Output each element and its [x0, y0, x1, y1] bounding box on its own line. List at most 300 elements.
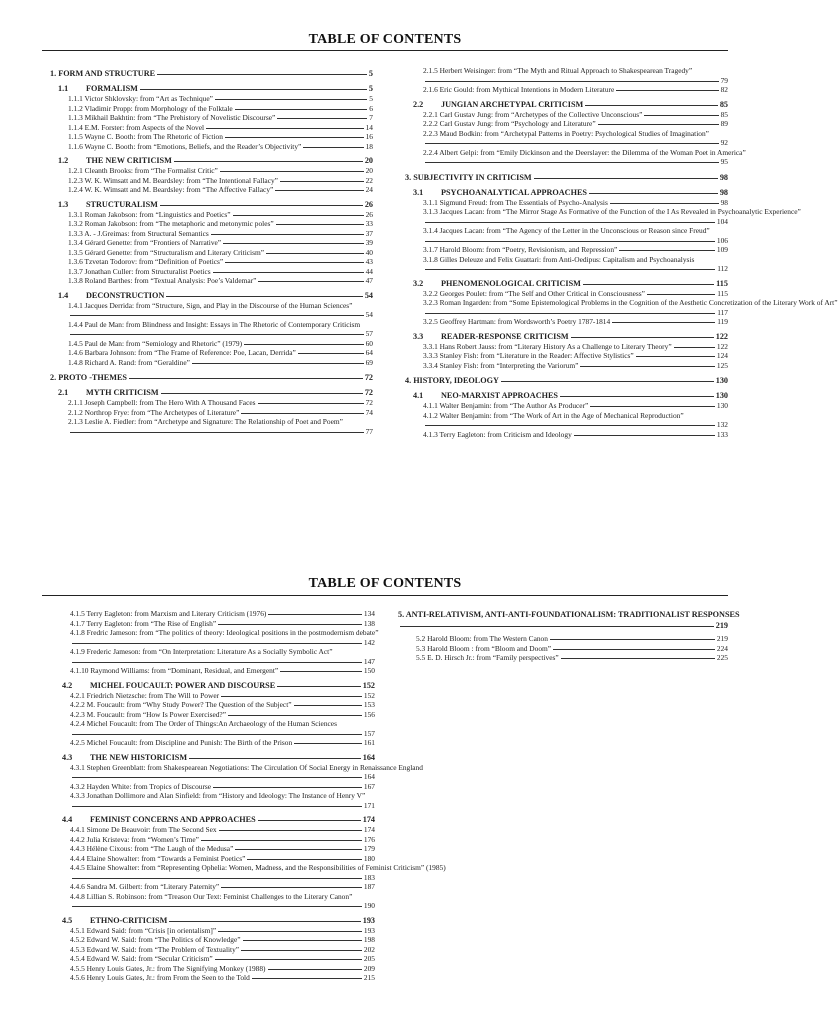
- leader-line: [247, 859, 362, 860]
- toc-entry: [50, 320, 373, 339]
- toc-page-number: 20: [365, 166, 373, 175]
- toc-page-number: 92: [720, 138, 728, 147]
- toc-page-number: 64: [365, 348, 373, 357]
- toc-section-heading: [50, 199, 373, 210]
- toc-entry-title: 4.3.2 Hayden White: from Tropics of Discourse: [70, 781, 212, 791]
- toc-page-number: 117: [717, 307, 728, 317]
- toc-entry-title: MICHEL FOUCAULT: POWER AND DISCOURSE: [90, 680, 276, 690]
- toc-entry-title: 1.4.6 Barbara Johnson: from “The Frame of Reference: Poe, Lacan, Derrida”: [68, 348, 296, 357]
- toc-entry-title: 4.2.2 M. Foucault: from “Why Study Power? The Question of the Subject”: [70, 700, 292, 709]
- toc-page-number: 5: [368, 84, 373, 93]
- toc-page-number: 180: [363, 853, 375, 863]
- toc-section-number: 3.3: [413, 331, 424, 341]
- toc-section-heading: [62, 680, 375, 691]
- toc-page-number: 209: [363, 963, 375, 973]
- toc-entry-title: STRUCTURALISM: [86, 199, 158, 209]
- page-title: TABLE OF CONTENTS: [308, 32, 462, 47]
- leader-line: [590, 406, 715, 407]
- toc-entry-title: 1.2.1 Cleanth Brooks: from “The Formalist Critic”: [68, 166, 218, 175]
- toc-section-number: 4.2: [62, 680, 73, 690]
- toc-entry-title: 2.1.6 Eric Gould: from Mythical Intentions in Modern Literature: [423, 85, 615, 94]
- leader-line: [574, 435, 715, 436]
- toc-entry-title: 1.3.1 Roman Jakobson: from “Linguistics and Poetics”: [68, 209, 231, 219]
- leader-line: [280, 671, 362, 672]
- toc-section-number: 1.1: [58, 84, 69, 93]
- leader-line: [189, 758, 361, 759]
- toc-entry: [50, 238, 373, 248]
- toc-entry-title: 3.1.3 Jacques Lacan: from “The Mirror Stage As Formative of the Function of the I As Revealed in Psychoanalytic Experience”: [423, 207, 801, 216]
- toc-page-number: 33: [365, 219, 373, 228]
- toc-entry-title: 3.3.4 Stanley Fish: from “Interpreting the Variorum”: [423, 360, 579, 370]
- leader-line: [72, 662, 362, 663]
- toc-entry-title: 4.4.4 Elaine Showalter: from “Towards a Feminist Poetics”: [70, 853, 246, 863]
- toc-page-number: 122: [715, 331, 728, 341]
- toc-entry-title: 4.1.10 Raymond Williams: from “Dominant, Residual, and Emergent”: [70, 666, 279, 675]
- toc-entry: [62, 935, 375, 945]
- leader-line: [72, 643, 362, 644]
- toc-page-number: 20: [364, 156, 373, 165]
- toc-page-number: 54: [365, 310, 373, 319]
- leader-line: [223, 243, 364, 244]
- toc-entry: [405, 226, 728, 245]
- toc-entry-title: 4.1.8 Fredric Jameson: from “The politics of theory: Ideological positions in the postmodernism debate”: [70, 628, 379, 637]
- toc-page-number: 98: [719, 187, 728, 197]
- toc-entry-title: 2.2.4 Albert Gelpi: from “Emily Dickinson and the Deerslayer: the Dilemma of the Woman Poet in America”: [423, 147, 746, 157]
- leader-line: [277, 118, 367, 119]
- toc-entry-title: 4.1.5 Terry Eagleton: from Marxism and Literary Criticism (1976): [70, 609, 267, 618]
- leader-line: [258, 281, 363, 282]
- toc-section-number: 3.2: [413, 278, 424, 288]
- toc-entry-title: 1.1.4 E.M. Forster: from Aspects of the Novel: [68, 122, 205, 132]
- toc-entry-title: 1.1.2 Vladimir Propp: from Morphology of the Folktale: [68, 103, 233, 113]
- toc-entry-title: 4.4.1 Simone De Beauvoir: from The Second Sex: [70, 825, 217, 834]
- leader-line: [206, 128, 364, 129]
- leader-line: [561, 658, 715, 659]
- title-rule: [42, 595, 728, 596]
- toc-entry-title: MYTH CRITICISM: [86, 388, 159, 397]
- toc-entry-title: 4.5.3 Edward W. Said: from “The Problem of Textuality”: [70, 944, 240, 954]
- toc-entry: [50, 185, 373, 195]
- leader-line: [235, 109, 368, 110]
- toc-entry: [62, 945, 375, 955]
- toc-entry: [405, 245, 728, 255]
- toc-section-number: 2.2: [413, 99, 424, 109]
- toc-entry-title: 4.2.3 M. Foucault: from “How Is Power Exercised?”: [70, 709, 226, 719]
- toc-page-number: 24: [365, 185, 373, 194]
- toc-entry-title: 2.2.3 Maud Bodkin: from “Archetypal Patterns in Poetry: Psychological Studies of Imagination”: [423, 128, 709, 138]
- toc-entry-title: 4.2.4 Michel Foucault: from The Order of Things:An Archaeology of the Human Sciences: [70, 719, 337, 728]
- toc-page-number: 95: [720, 157, 728, 166]
- leader-line: [258, 403, 364, 404]
- toc-page-number: 14: [365, 122, 373, 132]
- toc-page-number: 37: [365, 228, 373, 238]
- toc-entry-title: 1.4.5 Paul de Man: from “Semiology and Rhetoric” (1979): [68, 338, 243, 348]
- toc-entry-title: 4.1.1 Walter Benjamin: from “The Author As Producer”: [423, 401, 589, 410]
- toc-entry-title: 2. PROTO -THEMES: [50, 373, 127, 382]
- toc-entry: [405, 85, 728, 95]
- toc-entry: [405, 147, 746, 167]
- leader-line: [425, 313, 715, 314]
- leader-line: [160, 205, 363, 206]
- leader-line: [616, 90, 718, 91]
- toc-entry-title: 4.5.2 Edward W. Said: from “The Politics of Knowledge”: [70, 935, 241, 944]
- toc-page-number: 224: [716, 643, 728, 653]
- leader-line: [201, 840, 362, 841]
- toc-entry-title: 3.2.3 Roman Ingarden: from “Some Epistemological Problems in the Cognition of the Aesthetic Concretization of the Literary Work of Art”: [423, 298, 838, 307]
- toc-page-number: 5: [368, 69, 373, 78]
- toc-entry: [50, 417, 373, 436]
- toc-page-number: 98: [719, 172, 728, 182]
- leader-line: [276, 224, 364, 225]
- toc-page-number: 69: [365, 357, 373, 367]
- toc-entry-title: 1. FORM AND STRUCTURE: [50, 69, 156, 78]
- leader-line: [294, 743, 362, 744]
- toc-entry: [50, 166, 373, 176]
- leader-line: [400, 626, 714, 627]
- toc-page-number: 72: [364, 388, 373, 397]
- toc-entry: [405, 207, 801, 226]
- toc-page-number: 174: [362, 815, 375, 824]
- leader-line: [550, 639, 715, 640]
- toc-entry-title: 3.1.4 Jacques Lacan: from “The Agency of the Letter in the Unconscious or Reason since Freud”: [423, 226, 710, 235]
- leader-line: [235, 849, 362, 850]
- toc-entry: [62, 863, 446, 882]
- toc-entry: [62, 762, 423, 782]
- toc-entry-title: 1.3.3 A. - J.Greimas: from Structural Semantics: [68, 228, 209, 238]
- leader-line: [425, 143, 719, 144]
- toc-page-number: 157: [363, 728, 375, 738]
- toc-section-number: 1.3: [58, 199, 69, 209]
- toc-page-number: 44: [365, 266, 373, 276]
- toc-entry: [62, 691, 375, 701]
- toc-page-number: 119: [717, 317, 728, 326]
- toc-entry-title: 4.5.4 Edward W. Said: from “Secular Criticism”: [70, 954, 213, 963]
- toc-section-heading: [62, 915, 375, 926]
- toc-entry-title: THE NEW HISTORICISM: [90, 752, 188, 762]
- toc-entry: [398, 634, 728, 644]
- leader-line: [619, 250, 715, 251]
- toc-page-number: 142: [363, 637, 375, 647]
- toc-entry-title: 1.3.4 Gérard Genette: from “Frontiers of Narrative”: [68, 238, 222, 247]
- toc-entry: [62, 647, 375, 666]
- leader-line: [280, 181, 364, 182]
- leader-line: [258, 820, 361, 821]
- toc-entry: [50, 229, 373, 239]
- toc-page-number: 43: [365, 257, 373, 266]
- leader-line: [72, 777, 362, 778]
- toc-entry-title: 2.1.1 Joseph Campbell: from The Hero With A Thousand Faces: [68, 398, 256, 407]
- leader-line: [560, 396, 714, 397]
- toc-entry: [62, 738, 375, 748]
- toc-entry-title: 1.1.5 Wayne C. Booth: from The Rhetoric of Fiction: [68, 132, 223, 141]
- toc-entry: [405, 119, 728, 129]
- toc-entry: [405, 342, 728, 352]
- toc-page-number: 193: [362, 915, 375, 925]
- toc-section-heading: [405, 278, 728, 289]
- leader-line: [241, 950, 362, 951]
- leader-line: [192, 363, 364, 364]
- toc-page-number: 193: [363, 925, 375, 935]
- leader-line: [70, 315, 364, 316]
- toc-entry-title: 1.4.1 Jacques Derrida: from “Structure, Sign, and Play in the Discourse of the Human Sciences”: [68, 300, 353, 310]
- toc-page-number: 167: [363, 781, 375, 791]
- leader-line: [225, 137, 364, 138]
- leader-line: [425, 241, 715, 242]
- toc-entry-title: 4.3.3 Jonathan Dollimore and Alan Sinfield: from “History and Ideology: The Instance of Henry V”: [70, 791, 366, 800]
- toc-page-number: 174: [363, 825, 375, 834]
- toc-entry: [405, 430, 728, 440]
- toc-entry-title: 2.2.1 Carl Gustav Jung: from “Archetypes of the Collective Unconscious”: [423, 109, 643, 119]
- toc-entry-title: 3.3.3 Stanley Fish: from “Literature in the Reader: Affective Stylistics”: [423, 351, 634, 360]
- toc-page-number: 115: [716, 278, 728, 288]
- leader-line: [425, 162, 719, 163]
- toc-page-number: 79: [720, 75, 728, 85]
- toc-entry-title: JUNGIAN ARCHETYPAL CRITICISM: [441, 99, 584, 109]
- leader-line: [585, 105, 718, 106]
- leader-line: [215, 99, 367, 100]
- toc-entry-title: 5.3 Harold Bloom : from “Bloom and Doom”: [416, 643, 552, 653]
- leader-line: [425, 81, 719, 82]
- leader-line: [213, 787, 362, 788]
- leader-line: [70, 432, 364, 433]
- toc-entry-title: FEMINIST CONCERNS AND APPROACHES: [90, 815, 256, 824]
- toc-page-number: 132: [716, 420, 728, 429]
- toc-page-number: 198: [363, 935, 375, 944]
- toc-page-number: 89: [720, 119, 728, 128]
- leader-line: [612, 322, 715, 323]
- toc-page-number: 82: [720, 85, 728, 94]
- toc-entry-title: 4.2.1 Friedrich Nietzsche: from The Will to Power: [70, 690, 220, 700]
- toc-entry: [62, 791, 375, 810]
- toc-entry: [50, 219, 373, 229]
- toc-entry: [405, 129, 728, 148]
- leader-line: [129, 378, 363, 379]
- toc-page-number: 187: [363, 882, 375, 891]
- toc-entry: [405, 298, 838, 317]
- toc-page-number: 225: [716, 653, 728, 662]
- toc-entry: [398, 653, 728, 663]
- toc-entry-title: 4.4.6 Sandra M. Gilbert: from “Literary Paternity”: [70, 882, 220, 891]
- toc-page-number: 138: [363, 618, 375, 628]
- toc-page-number: 54: [364, 290, 373, 300]
- toc-section-number: 4.5: [62, 915, 73, 925]
- toc-column-right: [398, 609, 740, 663]
- leader-line: [72, 906, 362, 907]
- toc-entry-title: 3.1.1 Sigmund Freud: from The Essentials of Psycho-Analysis: [423, 197, 608, 207]
- toc-entry: [405, 411, 728, 430]
- leader-line: [228, 715, 362, 716]
- leader-line: [647, 294, 715, 295]
- toc-page-number: 125: [716, 360, 728, 370]
- toc-page-number: 219: [715, 621, 728, 630]
- toc-entry-title: 5.5 E. D. Hirsch Jr.: from “Family perspectives”: [416, 653, 559, 662]
- toc-entry: [50, 104, 373, 114]
- toc-page-number: 72: [364, 373, 373, 382]
- leader-line: [169, 921, 360, 922]
- leader-line: [580, 366, 714, 367]
- toc-page-number: 153: [363, 700, 375, 709]
- toc-entry: [405, 289, 728, 299]
- toc-entry-title: DECONSTRUCTION: [86, 290, 165, 300]
- toc-entry-title: 4.4.3 Hélène Cixous: from “The Laugh of the Medusa”: [70, 844, 234, 853]
- toc-entry: [62, 926, 375, 936]
- toc-section-number: 1.4: [58, 290, 69, 300]
- leader-line: [610, 203, 719, 204]
- toc-page-number: 40: [365, 247, 373, 257]
- toc-page-number: 115: [717, 288, 728, 298]
- toc-page-number: 18: [365, 141, 373, 151]
- leader-line: [215, 959, 362, 960]
- toc-page-number: 72: [365, 398, 373, 407]
- toc-page-number: 219: [716, 634, 728, 643]
- toc-entry: [62, 854, 375, 864]
- toc-entry-title: PHENOMENOLOGICAL CRITICISM: [441, 278, 581, 288]
- toc-page-number: 164: [362, 752, 375, 762]
- toc-page-number: 109: [716, 245, 728, 254]
- toc-entry-title: 4.5.6 Henry Louis Gates, Jr.: from From the Seen to the Told: [70, 973, 250, 982]
- toc-entry-title: 5. ANTI-RELATIVISM, ANTI-ANTI-FOUNDATIONALISM: TRADITIONALIST RESPONSES: [398, 610, 740, 619]
- leader-line: [218, 624, 362, 625]
- toc-page-number: 156: [363, 709, 375, 719]
- toc-part-heading: [398, 609, 740, 631]
- toc-entry: [50, 94, 373, 104]
- toc-entry: [62, 973, 375, 983]
- toc-entry: [50, 257, 373, 267]
- toc-section-heading: [405, 187, 728, 198]
- leader-line: [266, 253, 364, 254]
- leader-line: [589, 193, 718, 194]
- toc-entry-title: 4. HISTORY, IDEOLOGY: [405, 376, 499, 385]
- toc-page-number: 130: [715, 391, 728, 400]
- toc-section-number: 3.1: [413, 187, 424, 197]
- toc-page-number: 16: [365, 132, 373, 141]
- toc-entry-title: 3. SUBJECTIVITY IN CRITICISM: [405, 172, 532, 182]
- toc-entry: [62, 954, 375, 964]
- leader-line: [72, 806, 362, 807]
- leader-line: [72, 734, 362, 735]
- toc-entry-title: 4.1.2 Walter Benjamin: from “The Work of Art in the Age of Mechanical Reproduction”: [423, 410, 684, 420]
- toc-page-number: 205: [363, 954, 375, 963]
- toc-entry-title: 1.3.2 Roman Jakobson: from “The metaphoric and metonymic poles”: [68, 219, 274, 228]
- toc-entry-title: 3.2.2 Georges Poulet: from “The Self and Other Critical in Consciousness”: [423, 288, 645, 298]
- toc-entry-title: 4.1.9 Frederic Jameson: from “On Interpretation: Literature As a Socially Symbolic Act”: [70, 647, 333, 656]
- toc-entry-title: 2.1.5 Herbert Weisinger: from “The Myth and Ritual Approach to Shakespearean Tragedy”: [423, 66, 693, 75]
- leader-line: [636, 356, 715, 357]
- toc-entry-title: FORMALISM: [86, 84, 138, 93]
- toc-entry: [405, 351, 728, 361]
- toc-page-number: 112: [717, 264, 728, 273]
- leader-line: [598, 124, 719, 125]
- toc-entry-title: 1.3.7 Jonathan Culler: from Structuralist Poetics: [68, 266, 211, 276]
- toc-entry: [62, 835, 375, 845]
- toc-entry: [50, 267, 373, 277]
- leader-line: [72, 878, 362, 879]
- toc-entry-title: 4.5.1 Edward Said: from “Crisis [in orientalism]”: [70, 925, 217, 935]
- leader-line: [221, 887, 362, 888]
- toc-page-number: 190: [363, 901, 375, 910]
- leader-line: [425, 269, 715, 270]
- toc-section-number: 1.2: [58, 156, 69, 165]
- toc-page-number: 47: [365, 276, 373, 285]
- leader-line: [298, 353, 364, 354]
- toc-column-left: [50, 68, 373, 436]
- leader-line: [303, 147, 363, 148]
- toc-page-number: 171: [363, 800, 375, 810]
- toc-entry-title: 2.1.2 Northrop Frye: from “The Archetypes of Literature”: [68, 407, 240, 417]
- toc-section-number: 2.1: [58, 388, 69, 397]
- toc-entry: [62, 882, 375, 892]
- leader-line: [213, 272, 364, 273]
- toc-page-number: 124: [716, 351, 728, 360]
- toc-page-number: 26: [364, 199, 373, 209]
- toc-page-number: 202: [363, 944, 375, 954]
- toc-entry: [62, 628, 379, 647]
- toc-page-number: 104: [716, 216, 728, 226]
- toc-entry: [50, 276, 373, 286]
- toc-entry: [50, 408, 373, 418]
- toc-entry-title: ETHNO-CRITICISM: [90, 915, 168, 925]
- leader-line: [218, 931, 362, 932]
- toc-entry: [405, 361, 728, 371]
- toc-page-number: 22: [365, 175, 373, 185]
- leader-line: [277, 686, 361, 687]
- toc-entry-title: 1.1.6 Wayne C. Booth: from “Emotions, Beliefs, and the Reader’s Objectivity”: [68, 141, 302, 151]
- toc-page-number: 176: [363, 834, 375, 844]
- toc-page-number: 130: [716, 401, 728, 410]
- toc-entry-title: 4.2.5 Michel Foucault: from Discipline and Punish: The Birth of the Prison: [70, 738, 293, 747]
- toc-entry-title: 1.4.4 Paul de Man: from Blindness and Insight: Essays in The Rhetoric of Contemporary Criticism: [68, 319, 361, 329]
- leader-line: [244, 344, 364, 345]
- toc-section-heading: [50, 387, 373, 398]
- toc-entry: [50, 301, 373, 320]
- toc-entry: [62, 782, 375, 792]
- toc-page-number: 134: [363, 609, 375, 618]
- leader-line: [211, 234, 364, 235]
- toc-entry: [398, 644, 728, 654]
- leader-line: [583, 284, 714, 285]
- toc-page-number: 133: [716, 429, 728, 439]
- toc-entry-title: 1.1.3 Mikhail Bakhtin: from “The Prehistory of Novelistic Discourse”: [68, 113, 276, 122]
- toc-entry-title: 4.4.2 Julia Kristeva: from “Women’s Time”: [70, 834, 199, 844]
- toc-page-number: 74: [365, 407, 373, 417]
- toc-section-heading: [62, 814, 375, 825]
- leader-line: [225, 262, 363, 263]
- toc-page-number: 147: [363, 656, 375, 666]
- leader-line: [161, 393, 363, 394]
- leader-line: [553, 649, 715, 650]
- leader-line: [571, 337, 714, 338]
- toc-entry-title: 1.1.1 Victor Shklovsky: from “Art as Technique”: [68, 94, 213, 103]
- toc-page-number: 6: [369, 103, 373, 113]
- toc-entry: [62, 710, 375, 720]
- toc-entry: [50, 339, 373, 349]
- toc-entry: [62, 719, 375, 738]
- toc-entry-title: 4.4.8 Lillian S. Robinson: from “Treason Our Text: Feminist Challenges to the Literary Canon”: [70, 891, 353, 901]
- leader-line: [174, 161, 363, 162]
- toc-entry-title: 4.3.1 Stephen Greenblatt: from Shakespearean Negotiations: The Circulation Of Social Energy in Renaissance England: [70, 762, 423, 772]
- toc-entry-title: 2.2.2 Carl Gustav Jung: from “Psychology and Literature”: [423, 119, 596, 128]
- toc-page-number: 122: [716, 341, 728, 351]
- toc-part-heading: [50, 68, 373, 79]
- leader-line: [501, 381, 714, 382]
- toc-entry-title: 4.5.5 Henry Louis Gates, Jr.: from The Signifying Monkey (1988): [70, 963, 266, 973]
- toc-entry-title: 1.3.6 Tzvetan Todorov: from “Definition of Poetics”: [68, 257, 224, 266]
- toc-column-left: [62, 609, 446, 983]
- toc-section-heading: [405, 390, 728, 401]
- toc-column-right: [405, 66, 838, 439]
- leader-line: [275, 190, 363, 191]
- leader-line: [220, 171, 364, 172]
